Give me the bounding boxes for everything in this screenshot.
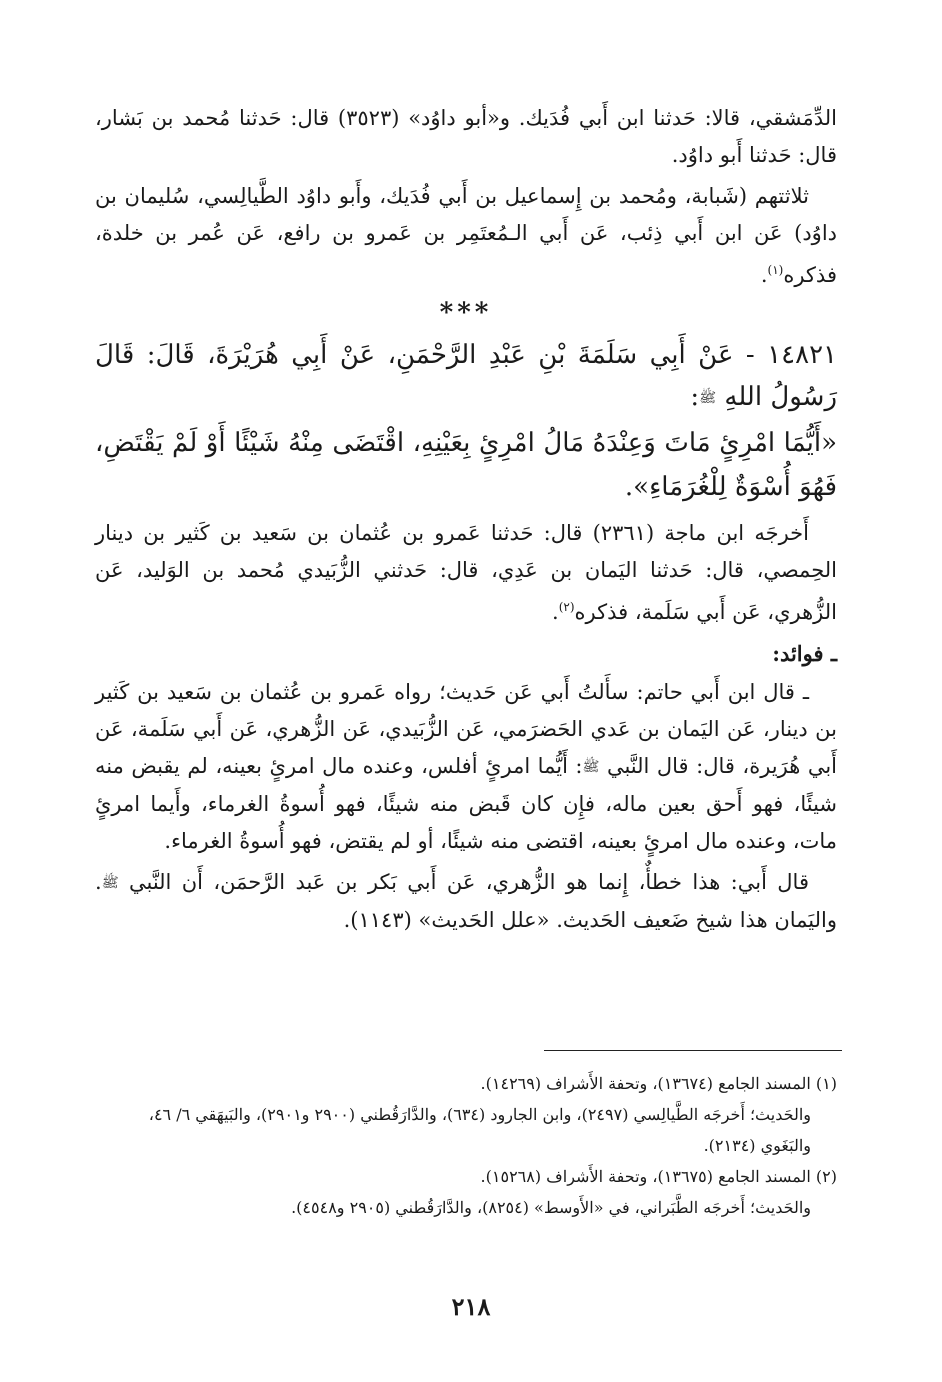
footnote-2-takhrij: والحَديث؛ أَخرجَه الطَّبَراني، في «الأَوسط» (٨٢٥٤)، والدَّارَقُطني (٢٩٠٥ و٤٥٤٨). <box>291 1198 811 1217</box>
paragraph-text: ثلاثتهم (شَبابة، ومُحمد بن إِسماعيل بن أَبي فُدَيك، وأَبو داوُد الطَّيالِسي، سُليمان بن داوُد) عَن ابن أَبي ذِئب، عَن أَبي الـمُعتَمِر بن عَمرو بن رافع، عَن عُمر بن خلدة، فذكره <box>95 184 837 287</box>
paragraph-isnad-1 <box>95 100 837 174</box>
salla-ligature: ﷺ <box>699 390 717 406</box>
footnote-1-takhrij: والحَديث؛ أَخرجَه الطَّيالِسي (٢٤٩٧)، وابن الجارود (٦٣٤)، والدَّارَقُطني (٢٩٠٠ و٢٩٠١)، والبَيهَقي ٦/ ٤٦، والبَغَوي (٢١٣٤). <box>148 1105 811 1155</box>
paragraph-takhrij <box>95 515 837 631</box>
paragraph-text: : أَيُّما امرئٍ أفلس، وعنده مال امرئٍ بعينه، لم يقبض منه شيئًا، فهو أَحق بعين ماله، فإِن كان قَبض منه شيئًا، فهو أُسوةُ الغرماء، وأَيما امرئٍ مات، وعنده مال امرئٍ بعينه، اقتضى منه شيئًا، أو لم يقتض، فهو أُسوةُ الغرماء. <box>95 754 837 853</box>
page-body <box>95 100 837 943</box>
footnote-1-source: (١) المسند الجامع (١٣٦٧٤)، وتحفة الأَشراف (١٤٢٦٩). <box>480 1074 837 1093</box>
hadith-text: «أَيُّمَا امْرِئٍ مَاتَ وَعِنْدَهُ مَالُ امْرِئٍ بِعَيْنِهِ، اقْتَضَى مِنْهُ شَيْئًا أَوْ لَمْ يَقْتَضِ، فَهُوَ أُسْوَةٌ لِلْغُرَمَاءِ». <box>95 428 837 502</box>
paragraph-ilal <box>95 674 837 860</box>
colon: : <box>690 382 700 412</box>
paragraph-text: أَخرجَه ابن ماجة (٢٣٦١) قال: حَدثنا عَمرو بن عُثمان بن سَعيد بن كَثير بن دينار الحِمصي، قال: حَدثنا اليَمان بن عَدِي، قال: حَدثني الزُّبَيدي مُحمد بن الوَليد، عَن الزُّهري، عَن أَبي سَلَمة، فذكره <box>95 521 837 624</box>
paragraph-text: ـ قال ابن أَبي حاتم: سأَلتُ أَبي عَن حَديث؛ رواه عَمرو بن عُثمان بن سَعيد بن كَثير بن دينار، عَن اليَمان بن عَدي الحَضرَمي، عَن الزُّبَيدي، عَن الزُّهري، عَن أَبي سَلَمة، عَن أَبي هُرَيرة، قال: قال النَّبي <box>95 680 837 778</box>
page-number: ٢١٨ <box>451 1292 491 1321</box>
paragraph-abi-hatim <box>95 864 837 939</box>
footnote-2-source: (٢) المسند الجامع (١٣٦٧٥)، وتحفة الأَشراف (١٥٢٦٨). <box>480 1167 837 1186</box>
footnote-ref-1[interactable]: (١) <box>767 263 784 277</box>
period: . <box>760 263 768 287</box>
footnotes <box>95 1068 837 1223</box>
period: . <box>552 600 559 624</box>
paragraph-isnad-2 <box>95 178 837 294</box>
paragraph-text: . واليَمان هذا شيخ ضَعيف الحَديث. «علل الحَديث» (١١٤٣). <box>95 870 837 932</box>
salla-ligature: ﷺ <box>101 875 119 891</box>
section-separator: *** <box>439 298 493 328</box>
paragraph-text: قال أَبي: هذا خطأٌ، إِنما هو الزُّهري، عَن أَبي بَكر بن عَبد الرَّحمَن، أَن النَّبي <box>128 870 809 894</box>
footnote-divider <box>544 1050 842 1051</box>
fawaid-heading: ـ فوائد: <box>772 641 837 666</box>
hadith-number-and-chain: ١٤٨٢١ - عَنْ أَبِي سَلَمَةَ بْنِ عَبْدِ الرَّحْمَنِ، عَنْ أَبِي هُرَيْرَةَ، قَالَ: قَالَ رَسُولُ اللهِ <box>95 340 837 412</box>
footnote-ref-2[interactable]: (٢) <box>558 600 575 614</box>
hadith-heading <box>95 334 837 419</box>
salla-ligature: ﷺ <box>582 759 600 775</box>
paragraph-text: الدِّمَشقي، قالا: حَدثنا ابن أَبي فُدَيك. و«أبو داوُد» (٣٥٢٣) قال: حَدثنا مُحمد بن بَشار، قال: حَدثنا أَبو داوُد. <box>95 106 837 167</box>
